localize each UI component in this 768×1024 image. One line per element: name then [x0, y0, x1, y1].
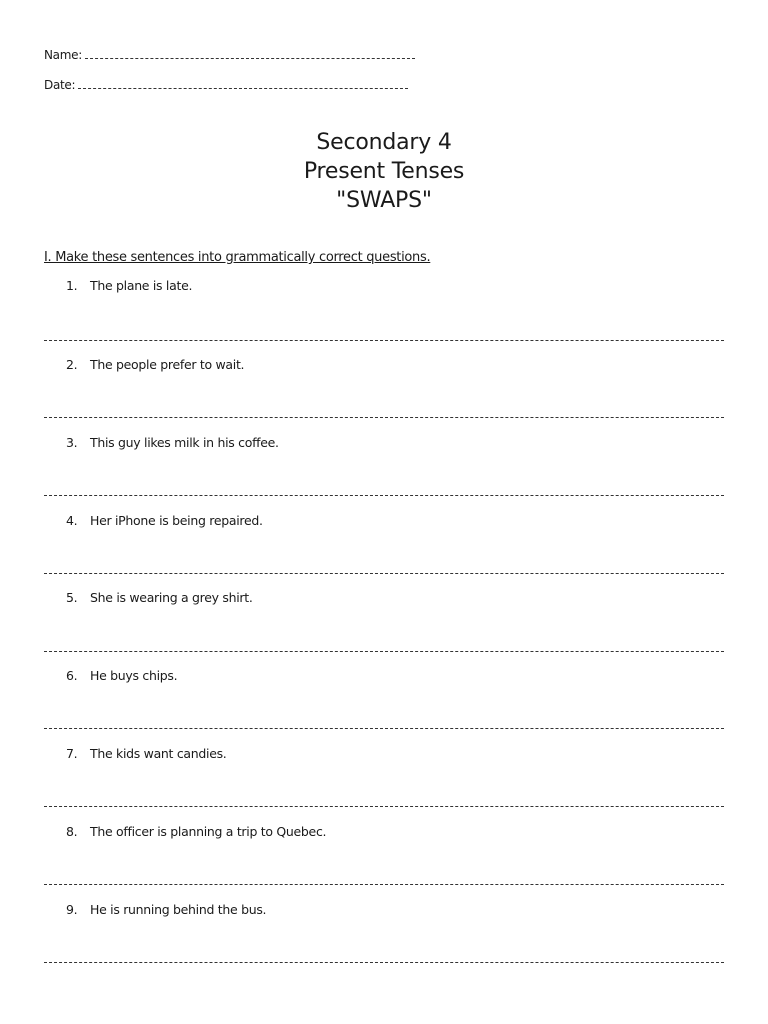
question-number: 3. [66, 435, 78, 450]
question-number: 9. [66, 902, 78, 917]
question-text: Her iPhone is being repaired. [90, 513, 263, 528]
answer-line[interactable] [44, 884, 724, 885]
answer-line[interactable] [44, 340, 724, 341]
title-line-3: "SWAPS" [336, 188, 432, 213]
question-number: 4. [66, 513, 78, 528]
name-label: Name: [44, 48, 82, 62]
title-line-1: Secondary 4 [316, 130, 452, 155]
question-text: The plane is late. [90, 278, 193, 293]
answer-line[interactable] [44, 728, 724, 729]
question-number: 2. [66, 357, 78, 372]
name-blank-line[interactable] [85, 50, 415, 59]
title-line-2: Present Tenses [303, 159, 465, 184]
question-number: 1. [66, 278, 78, 293]
answer-line[interactable] [44, 806, 724, 807]
question-number: 8. [66, 824, 78, 839]
question-text: The people prefer to wait. [90, 357, 245, 372]
worksheet-title [0, 128, 768, 215]
name-field[interactable] [44, 48, 415, 62]
date-label: Date: [44, 78, 76, 92]
answer-line[interactable] [44, 573, 724, 574]
section-instruction: I. Make these sentences into grammatically correct questions. [44, 250, 431, 265]
answer-line[interactable] [44, 651, 724, 652]
question-number: 6. [66, 668, 78, 683]
question-text: He is running behind the bus. [90, 902, 267, 917]
question-text: The officer is planning a trip to Quebec. [90, 824, 327, 839]
question-text: He buys chips. [90, 668, 178, 683]
question-text: The kids want candies. [90, 746, 227, 761]
answer-line[interactable] [44, 495, 724, 496]
question-number: 5. [66, 590, 78, 605]
question-number: 7. [66, 746, 78, 761]
question-text: This guy likes milk in his coffee. [90, 435, 279, 450]
question-text: She is wearing a grey shirt. [90, 590, 253, 605]
answer-line[interactable] [44, 962, 724, 963]
answer-line[interactable] [44, 417, 724, 418]
date-field[interactable] [44, 78, 408, 92]
date-blank-line[interactable] [78, 80, 408, 89]
